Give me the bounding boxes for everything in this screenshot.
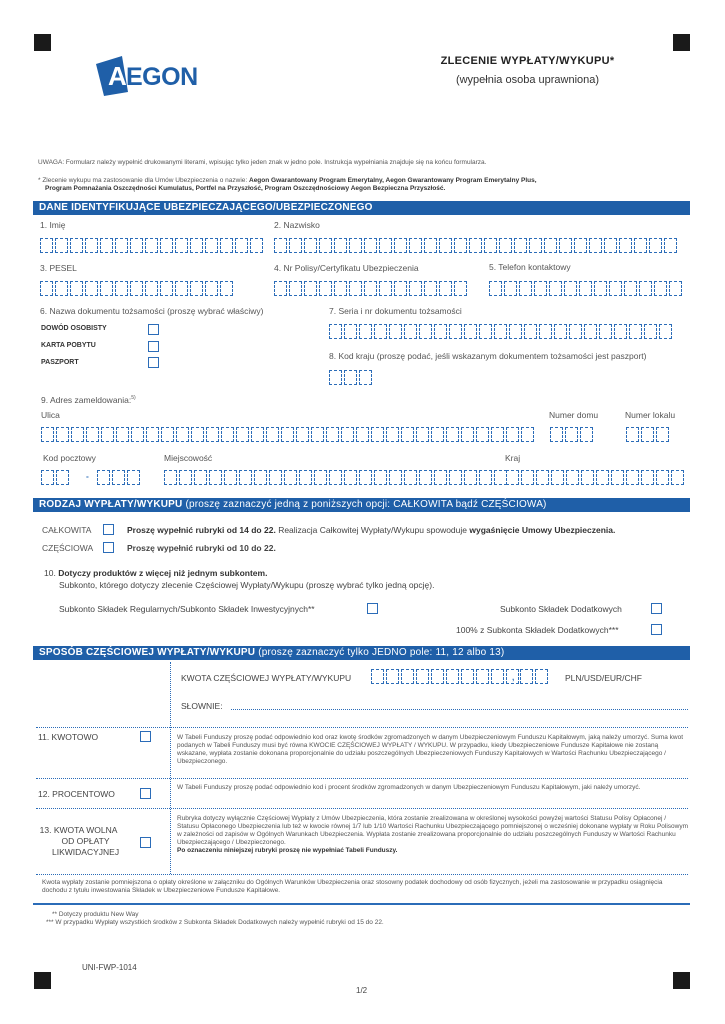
svg-text:A: A <box>108 61 126 91</box>
footnote-double-star: ** Dotyczy produktu New Way <box>52 911 139 918</box>
q11-description: W Tabeli Funduszy proszę podać odpowiednio kod oraz kwotę środków zgromadzonych w danym Ubezpieczeniowym Funduszu Kapitałowym, jaką należy umorzyć. Suma kwot podanych w Tabeli Funduszy musi być równa KWOCIE CZĘŚCIOWEJ WYPŁATY / WYKUPU. W przypadku, kiedy Ubezpieczeniowe Fundusze Kapitałowe nie zostaną wskazane, wypłata zostanie dokonana proporcjonalnie do udziału poszczególnych Ubezpieczeniowych Funduszy Kapitałowych w Wartości Rachunku Ubezpieczającego / Ubezpieczonego. <box>177 734 684 765</box>
first-name-label: 1. Imię <box>40 220 66 230</box>
id-document-label: 6. Nazwa dokumentu tożsamości (proszę wybrać właściwy) <box>40 306 264 316</box>
section-partial-method-header: SPOSÓB CZĘŚCIOWEJ WYPŁATY/WYKUPU (proszę zaznaczyć tylko JEDNO pole: 11, 12 albo 13) <box>33 646 690 660</box>
column-divider <box>170 662 171 874</box>
fee-note: Kwota wypłaty zostanie pomniejszona o opłaty określone w załączniku do Ogólnych Warunków Ubezpieczenia oraz stosowny podatek dochodowy od osób fizycznych, jeżeli ma zastosowanie w przypadku osiągnięcia dochodu z tytułu inwestowania Składek w Ubezpieczeniowe Fundusze Kapitałowe. <box>42 879 663 894</box>
country-label: Kraj <box>505 453 521 463</box>
registration-mark-bottom-left <box>34 972 51 989</box>
doc-option-id-card: DOWÓD OSOBISTY <box>41 325 107 332</box>
doc-option-passport: PASZPORT <box>41 359 79 366</box>
row-divider <box>36 778 688 779</box>
document-number-label: 7. Seria i nr dokumentu tożsamości <box>329 306 462 316</box>
q12-checkbox[interactable] <box>140 788 151 799</box>
q11-label: 11. KWOTOWO <box>38 732 99 742</box>
page-number: 1/2 <box>356 986 368 995</box>
house-number-input[interactable] <box>550 427 593 442</box>
row-divider <box>36 874 688 875</box>
subaccount-100-checkbox[interactable] <box>651 624 662 635</box>
partial-withdrawal-text: Proszę wypełnić rubryki od 10 do 22. <box>127 543 276 553</box>
postal-code-dash: - <box>86 471 89 481</box>
amount-decimals-input[interactable] <box>520 669 548 684</box>
partial-withdrawal-label: CZĘŚCIOWA <box>42 543 94 553</box>
registration-mark-top-left <box>34 34 51 51</box>
amount-in-words-label: SŁOWNIE: <box>181 701 223 711</box>
form-subtitle: (wypełnia osoba uprawniona) <box>455 74 600 86</box>
postal-code-label: Kod pocztowy <box>43 453 96 463</box>
amount-in-words-input[interactable] <box>231 709 688 710</box>
q13-checkbox[interactable] <box>140 837 151 848</box>
warning-text: UWAGA: Formularz należy wypełnić drukowanymi literami, wpisując tylko jeden znak w jedno pole. Instrukcja wypełniania znajduje się na końcu formularza. <box>38 159 487 166</box>
doc-option-residence-card: KARTA POBYTU <box>41 342 96 349</box>
q12-description: W Tabeli Funduszy proszę podać odpowiednio kod i procent środków zgromadzonych w danym Ubezpieczeniowym Funduszu Kapitałowym, jaki należy umorzyć. <box>177 784 641 791</box>
q13-label: 13. KWOTA WOLNA OD OPŁATY LIKWIDACYJNEJ <box>39 825 120 857</box>
policy-number-label: 4. Nr Polisy/Certyfikatu Ubezpieczenia <box>274 263 419 273</box>
postal-code-input-part2[interactable] <box>97 470 140 485</box>
first-name-input[interactable] <box>40 238 263 253</box>
id-card-checkbox[interactable] <box>148 324 159 335</box>
subaccount-regular-label: Subkonto Składek Regularnych/Subkonto Składek Inwestycyjnych** <box>59 604 315 614</box>
q13-description: Rubryka dotyczy wyłącznie Częściowej Wypłaty z Umów Ubezpieczenia, która zostanie zrealizowana w określonej wysokości powyżej wartości Statusu Polisy Opłaconej / Statusu Opłaconego Ubezpieczenia lub też w kwocie równej 1/7 lub 1/10 Wartości Rachunku Ubezpieczającego pomniejszonej o wcześniej dokonane wypłaty w Roku Polisowym w zależności od zapisów w Ogólnych Warunkach Ubezpieczenia. Wypłata zostanie zrealizowana proporcjonalnie do udziału poszczególnych Funduszy w Wartości Rachunku Ubezpieczającego / Ubezpieczonego. Po oznaczeniu niniejszej rubryki proszę nie wypełniać Tabeli Funduszy. <box>177 815 689 854</box>
last-name-input[interactable] <box>274 238 677 253</box>
q11-checkbox[interactable] <box>140 731 151 742</box>
country-input[interactable] <box>506 470 684 485</box>
postal-code-input-part1[interactable] <box>41 470 69 485</box>
registration-mark-bottom-right <box>673 972 690 989</box>
residence-card-checkbox[interactable] <box>148 341 159 352</box>
row-divider <box>36 808 688 809</box>
phone-label: 5. Telefon kontaktowy <box>489 262 571 272</box>
footnote-triple-star: *** W przypadku Wypłaty wszystkich środków z Subkonta Składek Dodatkowych należy wypełnić rubryki od 15 do 22. <box>46 919 384 926</box>
street-input[interactable] <box>41 427 534 442</box>
amount-input[interactable] <box>371 669 519 684</box>
form-title: ZLECENIE WYPŁATY/WYKUPU* <box>440 55 615 67</box>
q12-label: 12. PROCENTOWO <box>38 789 115 799</box>
subaccount-additional-label: Subkonto Składek Dodatkowych <box>500 604 622 614</box>
full-withdrawal-checkbox[interactable] <box>103 524 114 535</box>
full-withdrawal-label: CAŁKOWITA <box>42 525 92 535</box>
aegon-logo <box>92 54 202 96</box>
section-withdrawal-type-header: RODZAJ WYPŁATY/WYKUPU (proszę zaznaczyć jedną z poniższych opcji: CAŁKOWITA bądź CZĘŚCIOWA) <box>33 498 690 512</box>
amount-comma: , <box>512 672 515 682</box>
currency-label: PLN/USD/EUR/CHF <box>565 673 642 683</box>
amount-label: KWOTA CZĘŚCIOWEJ WYPŁATY/WYKUPU <box>181 673 352 683</box>
city-label: Miejscowość <box>164 453 213 463</box>
form-code: UNI-FWP-1014 <box>82 963 137 972</box>
subaccount-additional-checkbox[interactable] <box>651 603 662 614</box>
apartment-number-input[interactable] <box>626 427 669 442</box>
full-withdrawal-text: Proszę wypełnić rubryki od 14 do 22. Realizacja Całkowitej Wypłaty/Wykupu spowoduje wygaśnięcie Umowy Ubezpieczenia. <box>127 525 616 535</box>
country-code-input[interactable] <box>329 370 372 385</box>
section-bottom-line <box>33 903 690 905</box>
subaccount-100-label: 100% z Subkonta Składek Dodatkowych*** <box>456 625 619 635</box>
pesel-label: 3. PESEL <box>40 263 77 273</box>
pesel-input[interactable] <box>40 281 233 296</box>
q10-description: Subkonto, którego dotyczy zlecenie Częściowej Wypłaty/Wykupu (proszę wybrać tylko jedną opcję). <box>59 580 435 590</box>
passport-checkbox[interactable] <box>148 357 159 368</box>
apartment-number-label: Numer lokalu <box>625 410 676 420</box>
section-personal-data-header: DANE IDENTYFIKUJĄCE UBEZPIECZAJĄCEGO/UBEZPIECZONEGO <box>33 201 690 215</box>
street-label: Ulica <box>41 410 60 420</box>
partial-withdrawal-checkbox[interactable] <box>103 542 114 553</box>
address-label: 9. Adres zameldowania:$^{5)}$ <box>41 395 136 405</box>
q10-heading: 10. Dotyczy produktów z więcej niż jednym subkontem. <box>44 568 268 578</box>
svg-text:EGON: EGON <box>126 63 198 91</box>
country-code-label: 8. Kod kraju (proszę podać, jeśli wskazanym dokumentem tożsamości jest paszport) <box>329 351 647 361</box>
document-number-input[interactable] <box>329 324 672 339</box>
city-input[interactable] <box>164 470 507 485</box>
subaccount-regular-checkbox[interactable] <box>367 603 378 614</box>
registration-mark-top-right <box>673 34 690 51</box>
house-number-label: Numer domu <box>549 410 599 420</box>
product-footnote: * Zlecenie wykupu ma zastosowanie dla Umów Ubezpieczenia o nazwie: Aegon Gwarantowany Program Emerytalny, Aegon Gwarantowany Program Emerytalny Plus, Program Pomnażania Oszczędności Kumulatus, Portfel na Przyszłość, Program Oszczędnościowy Aegon Bezpieczna Przyszłość. <box>38 177 537 192</box>
phone-input[interactable] <box>489 281 682 296</box>
policy-number-input[interactable] <box>274 281 467 296</box>
row-divider <box>36 727 688 728</box>
last-name-label: 2. Nazwisko <box>274 220 320 230</box>
